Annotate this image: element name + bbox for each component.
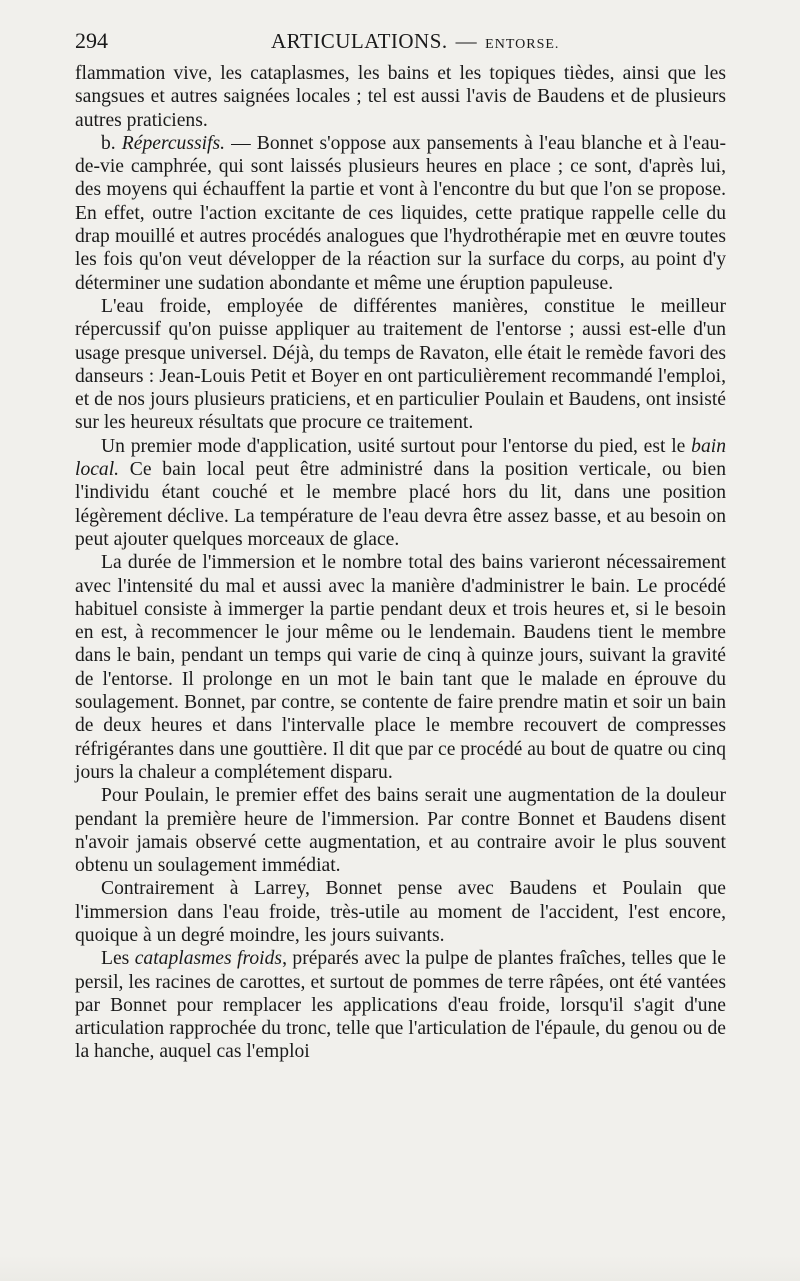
paragraph-6: Pour Poulain, le premier effet des bains serait une augmentation de la douleur pendant la première heure de l'immersion. Par contre Bonnet et Baudens disent n'avoir jamais observé cette augmentation, et au contraire avoir le plus souvent obtenu un soulagement immédiat. (75, 785, 726, 877)
title-dash: — (455, 29, 478, 53)
section-title: ENTORSE. (485, 37, 560, 52)
paragraph-4-emphasis: bain local. (75, 435, 726, 481)
paragraph-5: La durée de l'immersion et le nombre total des bains varieront nécessairement avec l'intensité du mal et aussi avec la manière d'administrer le bain. Le procédé habituel consiste à immerger la partie pendant deux et trois heures et, si le besoin en est, à recommencer le jour même ou le lendemain. Baudens tient le membre dans le bain, pendant un temps qui varie de cinq à quinze jours, suivant la gravité de l'entorse. Il prolonge en un mot le bain tant que le malade en éprouve du soulagement. Bonnet, par contre, se contente de faire prendre matin et soir un bain de deux heures et dans l'intervalle place le membre recouvert de compresses réfrigérantes dans une gouttière. Il dit que par ce procédé au bout de quatre ou cinq jours la chaleur a complétement disparu. (75, 552, 726, 783)
paragraph-8 (75, 947, 726, 1063)
page-bottom-shade (0, 1255, 800, 1281)
paragraph-4-text: Ce bain local peut être administré dans la position verticale, ou bien l'individu étant couché et le membre placé hors du lit, dans une position légèrement déclive. La température de l'eau devra être assez basse, et au besoin on peut ajouter quelques morceaux de glace. (75, 459, 726, 550)
paragraph-3: L'eau froide, employée de différentes manières, constitue le meilleur répercussif qu'on puisse appliquer au traitement de l'entorse ; aussi est-elle d'un usage presque universel. Déjà, du temps de Ravaton, elle était le remède favori des danseurs : Jean-Louis Petit et Boyer en ont particulièrement recommandé l'emploi, et de nos jours plusieurs praticiens, et en particulier Poulain et Baudens, ont insisté sur les heureux résultats que procure ce traitement. (75, 295, 726, 434)
paragraph-7: Contrairement à Larrey, Bonnet pense avec Baudens et Poulain que l'immersion dans l'eau froide, très-utile au moment de l'accident, l'est encore, quoique à un degré moindre, les jours suivants. (75, 878, 726, 946)
paragraph-4-prefix: Un premier mode d'application, usité surtout pour l'entorse du pied, est le (101, 435, 692, 457)
paragraph-2-text: — Bonnet s'oppose aux pansements à l'eau blanche et à l'eau-de-vie camphrée, qui sont laissés plusieurs heures en place ; ce sont, d'après lui, des moyens qui échauffent la partie et vont à l'encontre du but que l'on se propose. En effet, outre l'action excitante de ces liquides, cette pratique rappelle celle du drap mouillé et autres procédés analogues que l'hydrothérapie met en œuvre toutes les fois qu'on veut développer de la réaction sur la surface du corps, au point d'y déterminer une sudation abondante et même une éruption papuleuse. (75, 132, 726, 294)
running-title (271, 29, 559, 54)
paragraph-8-prefix: Les (101, 948, 135, 970)
paragraph-2-prefix: b. (101, 132, 122, 154)
chapter-title: ARTICULATIONS. (271, 29, 448, 53)
paragraph-8-text: , préparés avec la pulpe de plantes fraîches, telles que le persil, les racines de carottes, et surtout de pommes de terre râpées, ont été vantées par Bonnet pour remplacer les applications d'eau froide, lorsqu'il s'agit d'une articulation rapprochée du tronc, telle que l'articulation de l'épaule, du genou ou de la hanche, auquel cas l'emploi (75, 948, 726, 1063)
paragraph-2-heading: Répercussifs. (121, 132, 226, 154)
paragraph-2 (75, 132, 726, 295)
page-number: 294 (75, 28, 108, 53)
paragraph-4 (75, 435, 726, 551)
body-text (75, 62, 726, 1064)
running-header (75, 28, 726, 62)
paragraph-1: flammation vive, les cataplasmes, les bains et les topiques tièdes, ainsi que les sangsues et autres saignées locales ; tel est aussi l'avis de Baudens et de plusieurs autres praticiens. (75, 63, 726, 131)
paragraph-8-emphasis: cataplasmes froids (134, 948, 283, 970)
